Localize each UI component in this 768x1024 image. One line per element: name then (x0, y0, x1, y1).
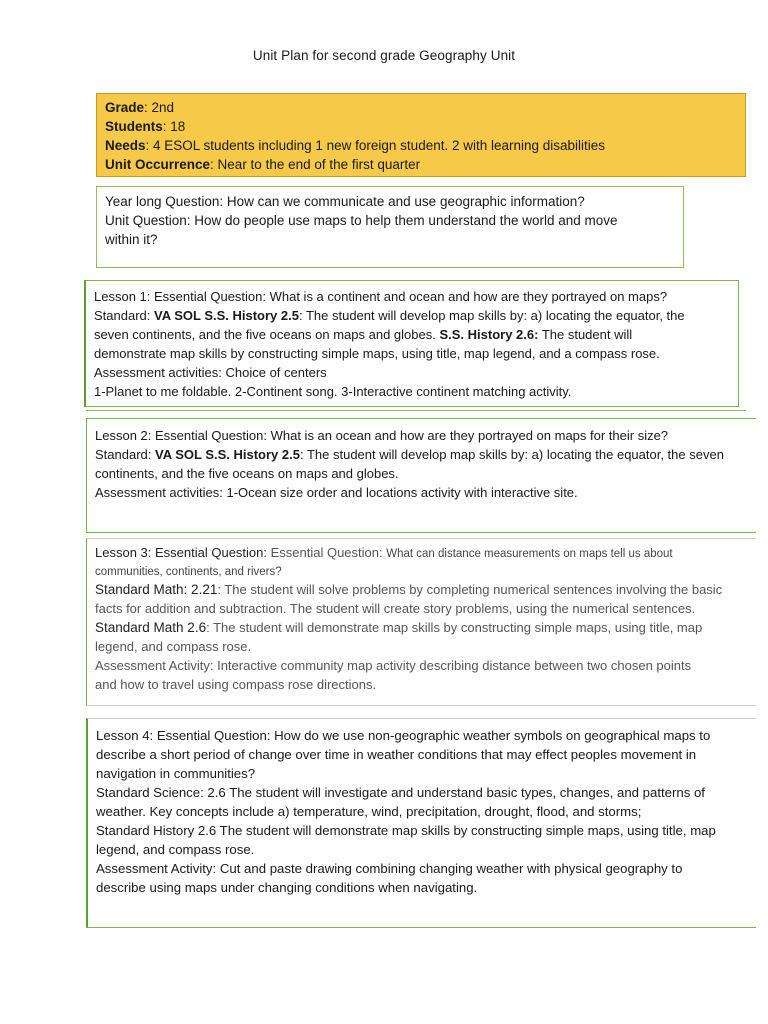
needs-value: : 4 ESOL students including 1 new foreign student. 2 with learning disabilities (145, 138, 606, 153)
lesson-2-standard (95, 445, 748, 464)
grade-label: Grade (105, 100, 145, 115)
lesson-3-question-text: What can distance measurements on maps tell us about (386, 548, 673, 560)
lesson-2-standard-text: : The student will develop map skills by: a) locating the equator, the seven (299, 447, 724, 462)
lesson-1-box (84, 280, 739, 407)
lesson-1-standard (94, 306, 730, 325)
needs-row (105, 136, 737, 155)
lesson-2-line-3: continents, and the five oceans on maps and globes. (95, 466, 399, 481)
divider (86, 410, 746, 411)
students-label: Students (105, 119, 163, 134)
lesson-4-line-5: weather. Key concepts include a) temperature, wind, precipitation, drought, flood, and storms; (96, 804, 642, 819)
lesson-2-question: Lesson 2: Essential Question: What is an ocean and how are they portrayed on maps for their size? (95, 428, 669, 443)
grade-value: : 2nd (144, 100, 175, 115)
lesson-3-line-8: and how to travel using compass rose directions. (95, 677, 377, 692)
lesson-4-line-7: legend, and compass rose. (96, 842, 255, 857)
lesson-4-question-2: describe a short period of change over time in weather conditions that may effect peoples movement in (96, 747, 697, 762)
unit-question-line-1: Unit Question: How do people use maps to help them understand the world and move (105, 213, 618, 228)
lesson-2-assessment: Assessment activities: 1-Ocean size order and locations activity with interactive site. (95, 485, 578, 500)
lesson-3-question (95, 543, 748, 564)
lesson-3-standard-1 (95, 580, 748, 599)
lesson-3-standard-2 (95, 618, 748, 637)
lesson-3-question-label-repeat: Essential Question: (270, 545, 387, 560)
lesson-4-question-3: navigation in communities? (96, 766, 256, 781)
lesson-2-standard-code: VA SOL S.S. History 2.5 (155, 447, 300, 462)
lesson-2-box (86, 418, 756, 533)
grade-row (105, 98, 737, 117)
lesson-3-line-4: facts for addition and subtraction. The student will create story problems, using the numerical sentences. (95, 601, 696, 616)
students-row (105, 117, 737, 136)
lesson-1-standard-text: : The student will develop map skills by: a) locating the equator, the (298, 308, 685, 323)
lesson-1-question: Lesson 1: Essential Question: What is a continent and ocean and how are they portrayed on maps? (94, 289, 668, 304)
year-long-question: Year long Question: How can we communicate and use geographic information? (105, 194, 585, 209)
lesson-3-question-label: Lesson 3: Essential Question: (95, 545, 271, 560)
lesson-3-line-6: legend, and compass rose. (95, 639, 252, 654)
lesson-1-assessment: Assessment activities: Choice of centers (94, 365, 327, 380)
lesson-1-line-3a: seven continents, and the five oceans on maps and globes. (94, 327, 440, 342)
lesson-3-standard-2-label: Standard Math 2.6 (95, 620, 207, 635)
lesson-1-line-4: demonstrate map skills by constructing simple maps, using title, map legend, and a compass rose. (94, 346, 660, 361)
lesson-3-box (86, 538, 756, 706)
lesson-1-standard-prefix: Standard: (94, 308, 154, 323)
lesson-4-history-standard: Standard History 2.6 The student will demonstrate map skills by constructing simple maps, using title, map (96, 823, 716, 838)
lesson-4-assessment: Assessment Activity: Cut and paste drawing combining changing weather with physical geography to (96, 861, 683, 876)
lesson-3-question-text-2: communities, continents, and rivers? (95, 566, 282, 578)
occurrence-label: Unit Occurrence (105, 157, 211, 172)
lesson-3-standard-1-text: : The student will solve problems by completing numerical sentences involving the basic (217, 582, 723, 597)
needs-label: Needs (105, 138, 146, 153)
lesson-4-question-1: Lesson 4: Essential Question: How do we use non-geographic weather symbols on geographical maps to (96, 728, 711, 743)
lesson-4-box (86, 718, 756, 928)
students-value: : 18 (162, 119, 186, 134)
lesson-1-line-3 (94, 325, 730, 344)
unit-question-line-2: within it? (105, 232, 158, 247)
lesson-1-standard-code-2: S.S. History 2.6: (439, 327, 539, 342)
lesson-3-assessment: Assessment Activity: Interactive community map activity describing distance between two chosen points (95, 658, 692, 673)
page-title: Unit Plan for second grade Geography Unit (252, 48, 516, 63)
lesson-4-line-9: describe using maps under changing conditions when navigating. (96, 880, 478, 895)
occurrence-row (105, 155, 737, 174)
lesson-4-science-standard: Standard Science: 2.6 The student will investigate and understand basic types, changes, and patterns of (96, 785, 705, 800)
lesson-1-line-3b: The student will (538, 327, 633, 342)
unit-info-box (96, 93, 746, 177)
lesson-2-standard-prefix: Standard: (95, 447, 155, 462)
lesson-3-standard-2-text: : The student will demonstrate map skills by constructing simple maps, using title, map (206, 620, 703, 635)
lesson-1-standard-code: VA SOL S.S. History 2.5 (154, 308, 299, 323)
questions-box (96, 186, 684, 268)
lesson-3-standard-1-label: Standard Math: 2.21 (95, 582, 218, 597)
occurrence-value: : Near to the end of the first quarter (210, 157, 421, 172)
lesson-1-activities: 1-Planet to me foldable. 2-Continent song. 3-Interactive continent matching activity. (94, 384, 572, 399)
